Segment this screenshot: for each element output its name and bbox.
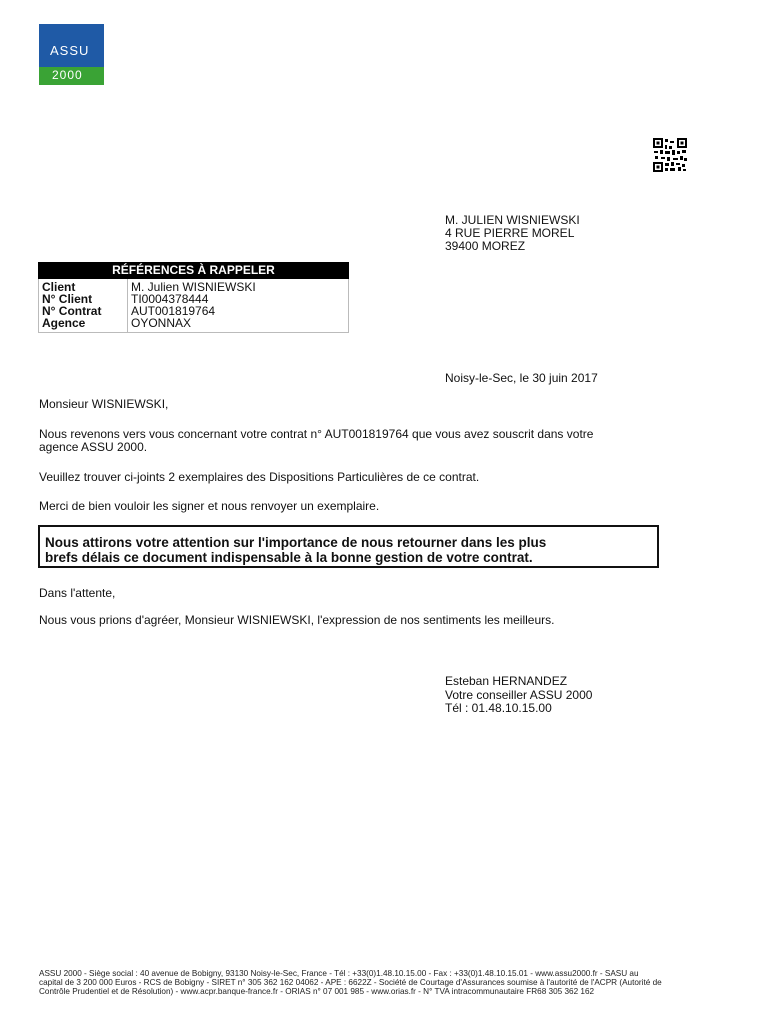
logo-text-assu: ASSU [50, 43, 90, 58]
recipient-city: 39400 MOREZ [445, 239, 526, 253]
references-label: Client [42, 280, 76, 294]
salutation: Monsieur WISNIEWSKI, [39, 397, 169, 411]
references-value: TI0004378444 [131, 292, 209, 306]
logo-text-2000: 2000 [52, 68, 83, 82]
references-title: RÉFÉRENCES À RAPPELER [38, 262, 349, 279]
paragraph-1 [39, 428, 659, 454]
recipient-name: M. JULIEN WISNIEWSKI [445, 213, 580, 227]
references-table [38, 279, 349, 333]
references-label: Agence [42, 316, 86, 330]
paragraph-5: Nous vous prions d'agréer, Monsieur WISNIEWSKI, l'expression de nos sentiments les meilleurs. [39, 613, 555, 627]
references-value: AUT001819764 [131, 304, 216, 318]
date-line: Noisy-le-Sec, le 30 juin 2017 [445, 371, 598, 385]
footer-line-2: capital de 3 200 000 Euros - RCS de Bobigny - SIRET n° 305 362 162 04062 - APE : 6622Z - Société de Courtage d'Assurances soumise à l'autorité de l'ACPR (Autorité de [39, 978, 662, 987]
paragraph-2: Veuillez trouver ci-joints 2 exemplaires des Dispositions Particulières de ce contrat. [39, 470, 480, 484]
notice-line-2: brefs délais ce document indispensable à la bonne gestion de votre contrat. [45, 550, 533, 565]
legal-footer [39, 969, 735, 996]
notice-text [45, 535, 660, 565]
references-divider [127, 279, 128, 332]
references-label: N° Contrat [42, 304, 102, 318]
paragraph-1-line-1: Nous revenons vers vous concernant votre contrat n° AUT001819764 que vous avez souscrit dans votre [39, 427, 594, 441]
references-label: N° Client [42, 292, 93, 306]
references-box [38, 262, 349, 333]
notice-line-1: Nous attirons votre attention sur l'importance de nous retourner dans les plus [45, 535, 547, 550]
paragraph-4: Dans l'attente, [39, 586, 116, 600]
assu2000-logo [39, 24, 104, 85]
references-value: M. Julien WISNIEWSKI [131, 280, 256, 294]
signature-name: Esteban HERNANDEZ [445, 674, 568, 688]
notice-box [38, 525, 659, 568]
footer-line-3: Contrôle Prudentiel et de Résolution) - www.acpr.banque-france.fr - ORIAS n° 07 001 985 - www.orias.fr - N° TVA intracommunautaire FR68 305 362 162 [39, 987, 595, 996]
signature-phone: Tél : 01.48.10.15.00 [445, 701, 552, 715]
recipient-address [445, 214, 580, 253]
paragraph-3: Merci de bien vouloir les signer et nous renvoyer un exemplaire. [39, 499, 380, 513]
paragraph-1-line-2: agence ASSU 2000. [39, 440, 148, 454]
recipient-street: 4 RUE PIERRE MOREL [445, 226, 575, 240]
footer-line-1: ASSU 2000 - Siège social : 40 avenue de Bobigny, 93130 Noisy-le-Sec, France - Tél : +33(0)1.48.10.15.00 - Fax : +33(0)1.48.10.15.01 - www.assu2000.fr - SASU au [39, 969, 639, 978]
qr-code-icon [653, 138, 687, 172]
signature-role: Votre conseiller ASSU 2000 [445, 687, 593, 702]
signature-block [445, 675, 592, 716]
references-value: OYONNAX [131, 316, 192, 330]
